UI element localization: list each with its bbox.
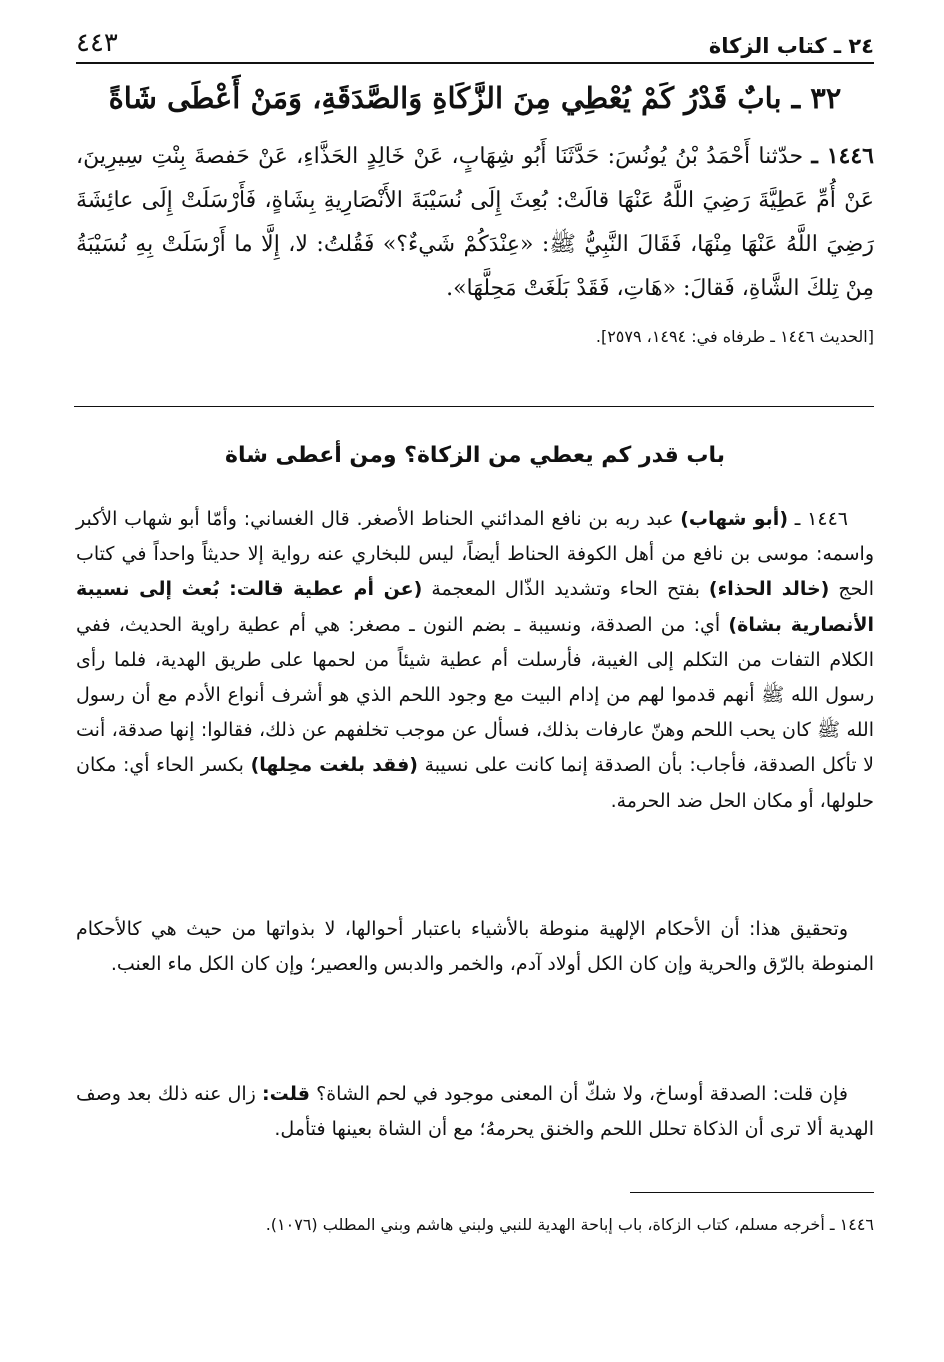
commentary-paragraph-1 bbox=[76, 502, 874, 819]
commentary-bold-term: (خالد الحذاء) bbox=[708, 578, 830, 601]
commentary-heading: باب قدر كم يعطي من الزكاة؟ ومن أعطى شاة bbox=[224, 443, 726, 468]
hadith-body: حدّثنا أَحْمَدُ بْنُ يُونُسَ: حَدَّثَنَا أَبُو شِهَابٍ، عَنْ خَالِدٍ الحَذَّاءِ، عَنْ حَفصةَ بِنْتِ سِيرِينَ، عَنْ أُمِّ عَطِيَّةَ رَضِيَ اللَّهُ عَنْهَا قالَتْ: بُعِثَ إِلَى نُسَيْبَةَ الأَنْصَارِيةِ بِشَاةٍ، فَأَرْسَلَتْ إِلَى عائِشَةَ رَضِيَ اللَّهُ عَنْهَا مِنْهَا، فَقَالَ النَّبِيُّ ﷺ: «عِنْدَكُمْ شَيءٌ؟» فَقُلتُ: لا، إِلَّا ما أَرْسَلَتْ بِهِ نُسَيْبَةُ مِنْ تِلكَ الشَّاةِ، فَقالَ: «هَاتِ، فَقَدْ بَلَغَتْ مَحِلَّهَا». bbox=[76, 144, 874, 301]
commentary-text: بفتح الحاء وتشديد الذّال المعجمة bbox=[431, 578, 700, 601]
commentary-text: أي: من الصدقة، ونسيبة ـ بضم النون ـ مصغر: هي أم عطية راوية الحديث، ففي الكلام التفات من التكلم إلى الغيبة، فأرسلت أم عطية شيئاً من لحمها على طريق الهدية، فلما رأى رسول الله ﷺ أنهم قدموا لهم من إدام البيت مع وجود اللحم الذي هو أشرف أنواع الأدم مع أن رسول الله ﷺ كان يحب اللحم وهنّ عارفات بذلك، فسأل عن موجب تخلفهم عن ذلك، فقالوا: إنها صدقة، أنت لا تأكل الصدقة، فأجاب: بأن الصدقة إنما كانت على نسيبة bbox=[76, 613, 875, 777]
commentary-bold-term: (عن أم عطية قالت: بُعث إلى نسيبة الأنصارية بشاة) bbox=[76, 578, 874, 636]
commentary-text: عبد ربه بن نافع المدائني الحناط الأصغر. قال الغساني: وأمّا أبو شهاب الأكبر واسمه: موسى بن نافع من أهل الكوفة الحناط أيضاً، ليس للبخاري عنه رواية إلا حديثاً واحداً في كتاب الحج bbox=[76, 508, 874, 601]
commentary-text: فإن قلت: الصدقة أوساخ، ولا شكّ أن المعنى موجود في لحم الشاة؟ bbox=[316, 1083, 848, 1105]
running-title: ٢٤ ـ كتاب الزكاة bbox=[708, 34, 874, 58]
commentary-bold-term: (فقد بلغت محِلها) bbox=[250, 754, 418, 777]
commentary-hadith-number: ١٤٤٦ ـ bbox=[794, 508, 848, 530]
hadith-text bbox=[76, 134, 874, 311]
footnote: ١٤٤٦ ـ أخرجه مسلم، كتاب الزكاة، باب إباحة الهدية للنبي ولبني هاشم وبني المطلب (١٠٧٦). bbox=[265, 1215, 874, 1234]
commentary-bold-term: قلت: bbox=[262, 1083, 310, 1105]
commentary-text: زال عنه ذلك بعد وصف الهدية ألا ترى أن الذكاة تحلل اللحم والخنق يحرمهُ؛ مع أن الشاة بعينها فتأمل. bbox=[76, 1083, 874, 1141]
commentary-paragraph-2 bbox=[76, 912, 874, 982]
page-number: ٤٤٣ bbox=[76, 28, 118, 58]
commentary-text: بكسر الحاء أي: مكان حلولها، أو مكان الحل ضد الحرمة. bbox=[76, 754, 874, 812]
commentary-bold-term: (أبو شهاب) bbox=[680, 508, 788, 530]
commentary-paragraph-3 bbox=[76, 1077, 874, 1147]
footnote-rule bbox=[630, 1192, 874, 1193]
page-header bbox=[76, 22, 874, 64]
hadith-cross-reference: [الحديث ١٤٤٦ ـ طرفاه في: ١٤٩٤، ٢٥٧٩]. bbox=[595, 327, 874, 346]
commentary-text: وتحقيق هذا: أن الأحكام الإلهية منوطة بالأشياء باعتبار أحوالها، لا بذواتها من حيث هي كالأحكام المنوطة بالرّق والحرية وإن كان الكل أولاد آدم، والخمر والدبس والعصير؛ وإن كان الكل ماء العنب. bbox=[76, 918, 874, 976]
hadith-number: ١٤٤٦ ـ bbox=[811, 143, 874, 169]
chapter-heading: ٣٢ ـ بابٌ قَدْرُ كَمْ يُعْطِي مِنَ الزَّكَاةِ وَالصَّدَقَةِ، وَمَنْ أَعْطَى شَاةً bbox=[108, 81, 842, 115]
section-separator bbox=[74, 406, 874, 407]
